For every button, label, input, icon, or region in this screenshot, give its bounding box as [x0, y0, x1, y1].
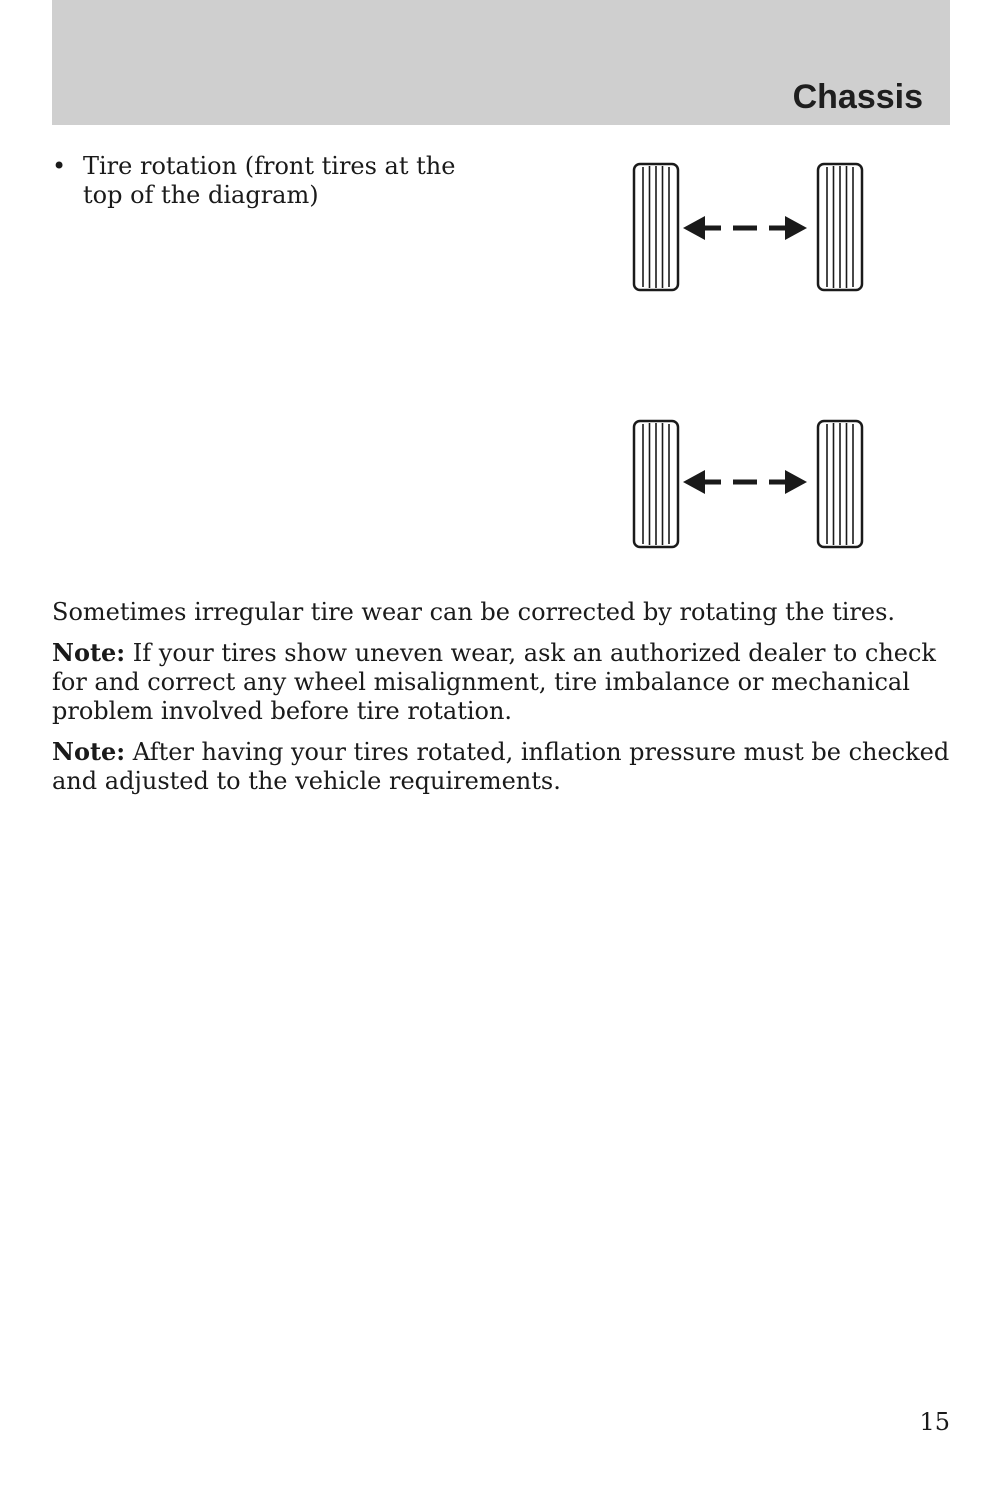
note-label: Note: — [52, 737, 126, 766]
bullet-text: Tire rotation (front tires at the top of the diagram) — [83, 152, 456, 209]
page-number: 15 — [919, 1408, 950, 1436]
body-text — [52, 598, 952, 807]
note-inflation — [52, 737, 952, 796]
note-uneven-wear — [52, 638, 952, 726]
bullet-item — [52, 152, 492, 210]
note-label: Note: — [52, 638, 126, 667]
front-left-tire-icon — [634, 164, 678, 290]
bullet-marker: • — [52, 152, 67, 180]
tire-rotation-diagram — [620, 150, 880, 560]
paragraph-rotation: Sometimes irregular tire wear can be corrected by rotating the tires. — [52, 598, 896, 626]
front-double-arrow-icon — [683, 216, 807, 240]
rear-double-arrow-icon — [683, 470, 807, 494]
rear-left-tire-icon — [634, 421, 678, 547]
rear-right-tire-icon — [818, 421, 862, 547]
note-text: After having your tires rotated, inflation pressure must be checked and adjusted to the vehicle requirements. — [52, 738, 950, 795]
header-band — [52, 0, 950, 125]
front-right-tire-icon — [818, 164, 862, 290]
section-title: Chassis — [792, 78, 923, 116]
note-text: If your tires show uneven wear, ask an authorized dealer to check for and correct any wheel misalignment, tire imbalance or mechanical problem involved before tire rotation. — [52, 639, 936, 725]
